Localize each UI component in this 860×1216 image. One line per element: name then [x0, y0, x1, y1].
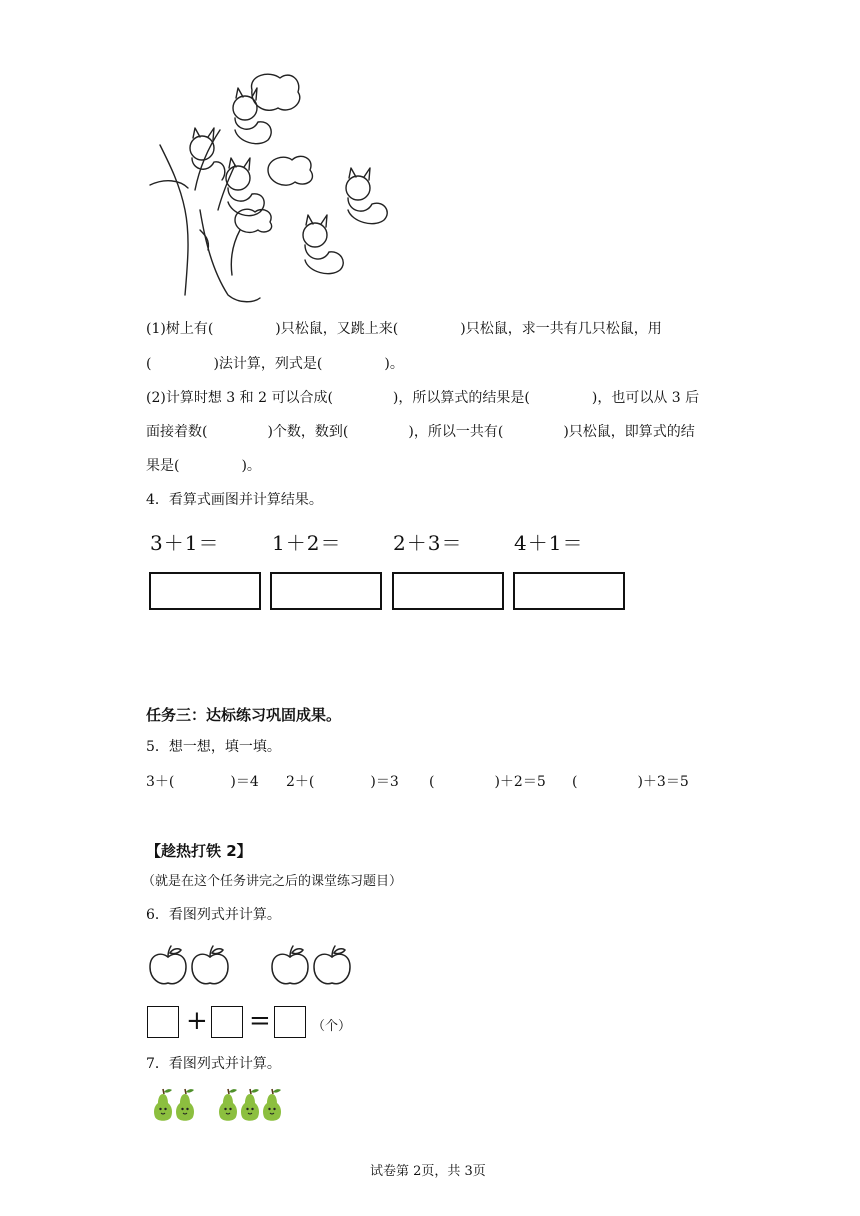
- q6-plus-sign: +: [186, 1006, 208, 1036]
- pear-icon: [152, 1087, 174, 1123]
- q6-answer-box-3[interactable]: [274, 1006, 306, 1038]
- q3-part2-line1: (2)计算时想 3 和 2 可以合成( )，所以算式的结果是( )，也可以从 3 后: [146, 390, 700, 406]
- q4-equation-3: 2＋3＝: [393, 531, 463, 555]
- pear-icon: [261, 1087, 283, 1123]
- task3-heading: 任务三：达标练习巩固成果。: [146, 706, 342, 724]
- pear-icon: [239, 1087, 261, 1123]
- q3-part2-line2: 面接着数( )个数，数到( )，所以一共有( )只松鼠，即算式的结: [146, 424, 695, 440]
- q4-answer-box-4[interactable]: [513, 572, 625, 610]
- q4-equation-1: 3＋1＝: [150, 531, 220, 555]
- q3-part1-line1: (1)树上有( )只松鼠，又跳上来( )只松鼠，求一共有几只松鼠，用: [146, 321, 662, 337]
- q5-item-3: ( )＋2＝5: [429, 774, 546, 790]
- page-footer: 试卷第 2页，共 3页: [370, 1164, 486, 1179]
- practice2-heading: 【趁热打铁 2】: [146, 842, 252, 860]
- practice2-note: （就是在这个任务讲完之后的课堂练习题目）: [142, 874, 403, 889]
- q5-item-2: 2＋( )＝3: [286, 774, 399, 790]
- pear-icon: [174, 1087, 196, 1123]
- q6-equals-sign: =: [249, 1006, 271, 1036]
- q6-title: 6．看图列式并计算。: [146, 907, 281, 923]
- q7-title: 7．看图列式并计算。: [146, 1056, 281, 1072]
- apple-icon: [148, 945, 188, 987]
- q4-equation-2: 1＋2＝: [272, 531, 342, 555]
- pear-icon: [217, 1087, 239, 1123]
- q6-answer-box-1[interactable]: [147, 1006, 179, 1038]
- q5-item-4: ( )＋3＝5: [572, 774, 689, 790]
- q4-answer-box-1[interactable]: [149, 572, 261, 610]
- q4-title: 4．看算式画图并计算结果。: [146, 492, 323, 508]
- squirrel-tree-illustration: [140, 70, 410, 305]
- q4-answer-box-3[interactable]: [392, 572, 504, 610]
- apple-icon: [312, 945, 352, 987]
- q3-part2-line3: 果是( )。: [146, 458, 261, 474]
- q6-unit-label: （个）: [312, 1019, 352, 1034]
- q4-equation-4: 4＋1＝: [514, 531, 584, 555]
- apple-icon: [270, 945, 310, 987]
- q5-item-1: 3＋( )＝4: [146, 774, 259, 790]
- q6-answer-box-2[interactable]: [211, 1006, 243, 1038]
- apple-icon: [190, 945, 230, 987]
- q3-part1-line2: ( )法计算，列式是( )。: [146, 356, 404, 372]
- q5-title: 5．想一想，填一填。: [146, 739, 281, 755]
- q4-answer-box-2[interactable]: [270, 572, 382, 610]
